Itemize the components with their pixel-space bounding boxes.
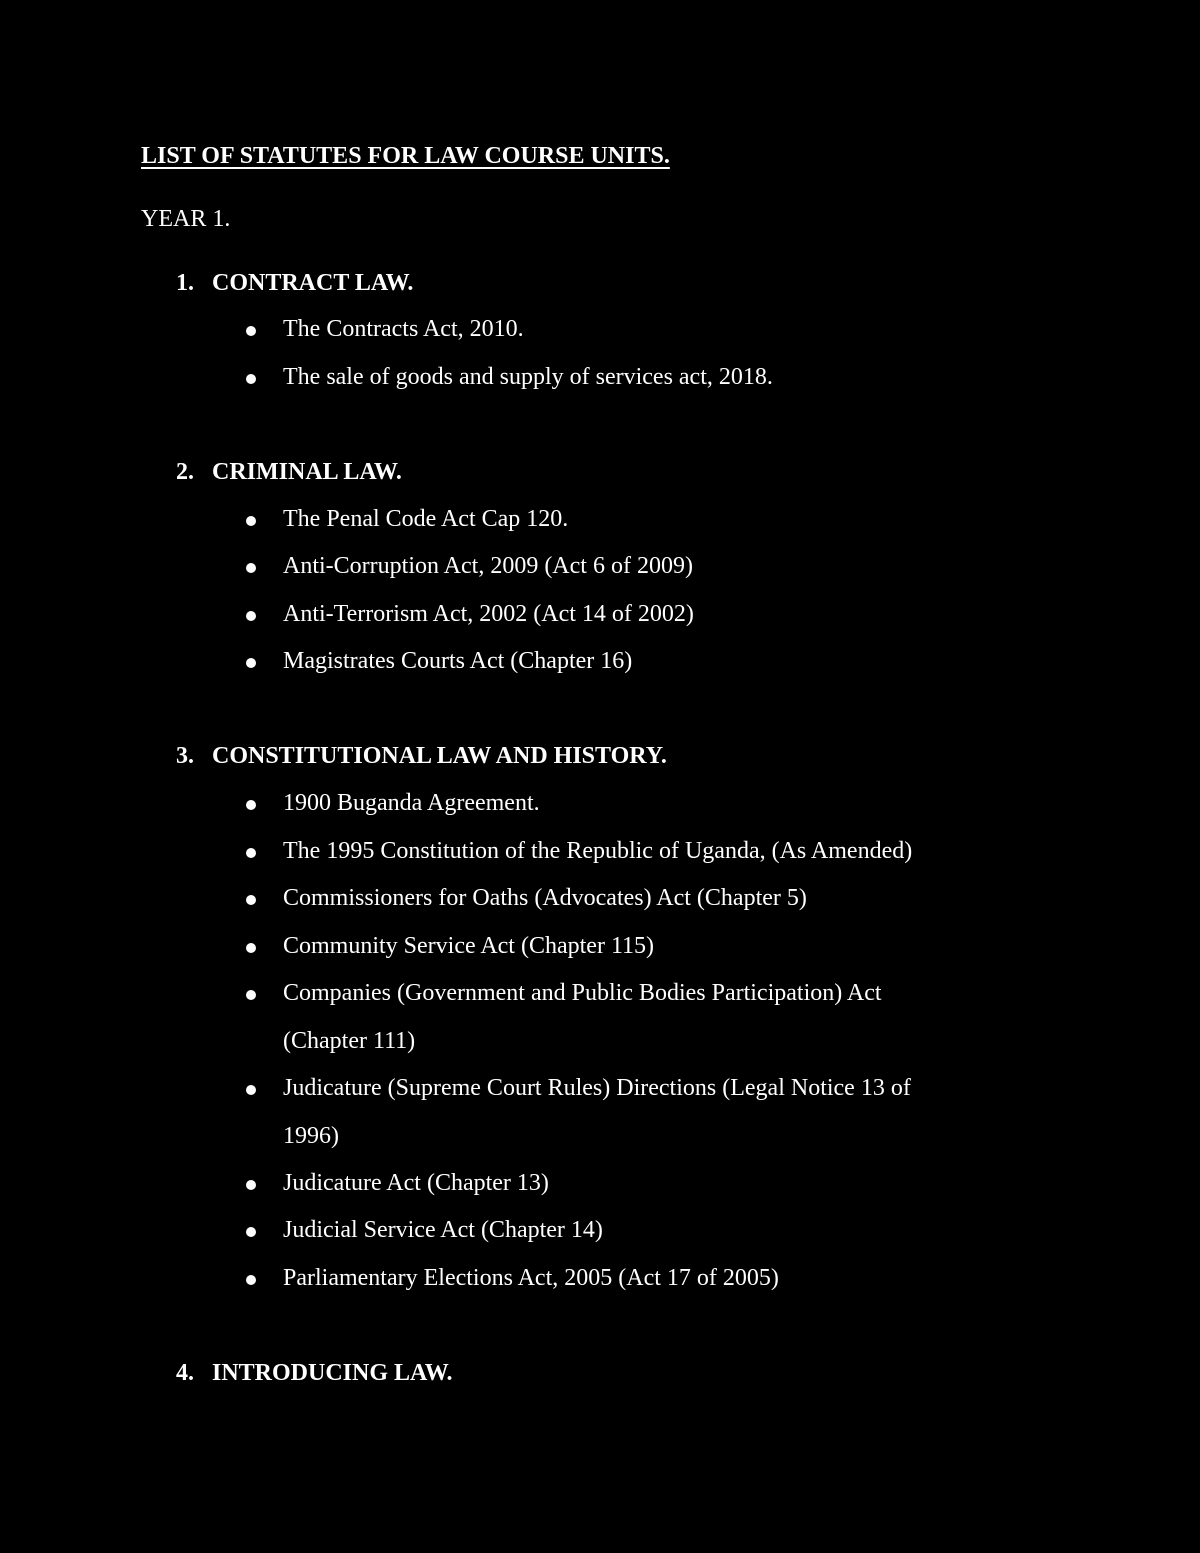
bullet-icon [246,943,256,953]
section-number: 1. [176,270,194,296]
section-title: CONSTITUTIONAL LAW AND HISTORY. [212,743,667,769]
statute-item-continuation: 1996) [283,1123,339,1149]
bullet-icon [246,563,256,573]
section-heading-introducing-law [176,1360,453,1387]
bullet-icon [246,800,256,810]
statute-item: 1900 Buganda Agreement. [283,790,540,816]
section-number: 3. [176,743,194,769]
section-title: CONTRACT LAW. [212,270,414,296]
bullet-icon [246,611,256,621]
bullet-icon [246,848,256,858]
statute-item: The sale of goods and supply of services act, 2018. [283,364,773,390]
bullet-icon [246,516,256,526]
statute-item: Parliamentary Elections Act, 2005 (Act 17 of 2005) [283,1265,779,1291]
section-title: CRIMINAL LAW. [212,459,402,485]
statute-item: Companies (Government and Public Bodies Participation) Act [283,980,882,1006]
bullet-icon [246,326,256,336]
statute-item: Community Service Act (Chapter 115) [283,933,655,959]
bullet-icon [246,990,256,1000]
bullet-icon [246,374,256,384]
section-number: 4. [176,1360,194,1386]
section-heading-criminal-law [176,459,402,486]
section-number: 2. [176,459,194,485]
bullet-icon [246,1227,256,1237]
statute-item: Anti-Corruption Act, 2009 (Act 6 of 2009) [283,553,693,579]
statute-item: The Contracts Act, 2010. [283,316,524,342]
year-label: YEAR 1. [141,206,231,232]
statute-item: Anti-Terrorism Act, 2002 (Act 14 of 2002) [283,601,694,627]
statute-item: Magistrates Courts Act (Chapter 16) [283,648,633,674]
statute-item: Judicature Act (Chapter 13) [283,1170,549,1196]
statute-item: Commissioners for Oaths (Advocates) Act (Chapter 5) [283,885,807,911]
bullet-icon [246,1180,256,1190]
statute-item-continuation: (Chapter 111) [283,1028,416,1054]
bullet-icon [246,1275,256,1285]
statute-item: The 1995 Constitution of the Republic of Uganda, (As Amended) [283,838,913,864]
section-title: INTRODUCING LAW. [212,1360,453,1386]
bullet-icon [246,1085,256,1095]
section-heading-constitutional-law [176,743,667,770]
bullet-icon [246,895,256,905]
statute-item: The Penal Code Act Cap 120. [283,506,569,532]
document-title: LIST OF STATUTES FOR LAW COURSE UNITS. [141,143,670,169]
statute-item: Judicial Service Act (Chapter 14) [283,1217,603,1243]
bullet-icon [246,658,256,668]
statute-item: Judicature (Supreme Court Rules) Directions (Legal Notice 13 of [283,1075,911,1101]
section-heading-contract-law [176,270,413,297]
